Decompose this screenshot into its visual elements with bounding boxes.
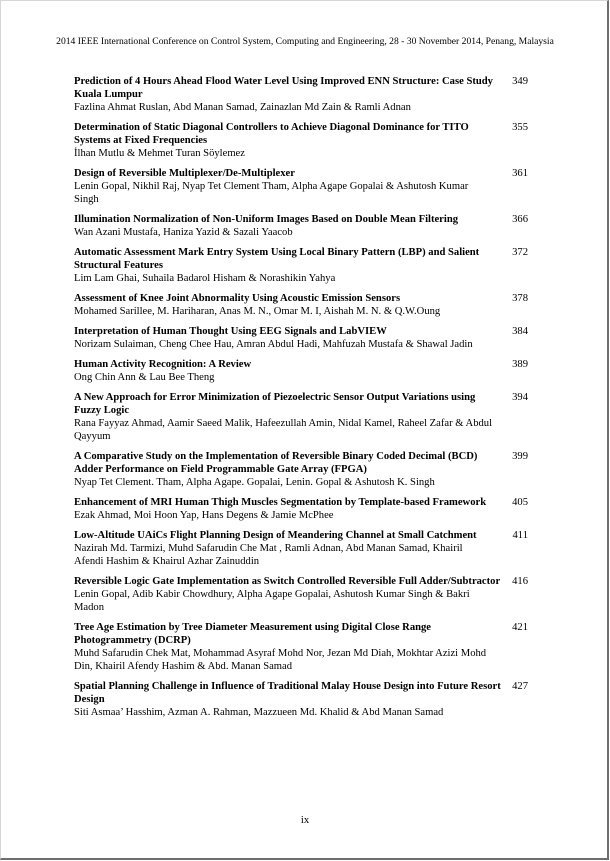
toc-entry — [74, 75, 536, 114]
entry-authors: İlhan Mutlu & Mehmet Turan Söylemez — [74, 148, 245, 159]
entry-title: Interpretation of Human Thought Using EEG Signals and LabVIEW — [74, 326, 387, 337]
entry-authors: Rana Fayyaz Ahmad, Aamir Saeed Malik, Hafeezullah Amin, Nidal Kamel, Raheel Zafar & Abdul Qayyum — [74, 418, 493, 442]
entry-page-number: 378 — [512, 293, 528, 304]
entry-authors: Wan Azani Mustafa, Haniza Yazid & Sazali Yaacob — [74, 227, 293, 238]
page-number-footer: ix — [300, 815, 310, 826]
entry-page-number: 384 — [512, 326, 528, 337]
toc-entry — [74, 450, 536, 489]
toc-entry — [74, 680, 536, 719]
toc-entry — [74, 391, 536, 443]
table-of-contents — [74, 75, 536, 726]
entry-title: Human Activity Recognition: A Review — [74, 359, 252, 370]
entry-title: Automatic Assessment Mark Entry System Using Local Binary Pattern (LBP) and Salient Structural Features — [74, 247, 480, 271]
entry-title: A Comparative Study on the Implementation of Reversible Binary Coded Decimal (BCD) Adder Performance on Field Programmable Gate Array (FPGA) — [74, 451, 478, 475]
entry-authors: Nazirah Md. Tarmizi, Muhd Safarudin Che Mat , Ramli Adnan, Abd Manan Samad, Khairil Afendi Hashim & Khairul Azhar Zainuddin — [74, 543, 463, 567]
toc-entry — [74, 529, 536, 568]
entry-title: Spatial Planning Challenge in Influence of Traditional Malay House Design into Future Resort Design — [74, 681, 501, 705]
entry-page-number: 405 — [512, 497, 528, 508]
entry-page-number: 427 — [512, 681, 528, 692]
toc-entry — [74, 121, 536, 160]
running-header: 2014 IEEE International Conference on Control System, Computing and Engineering, 28 - 30 November 2014, Penang, Malaysia — [56, 36, 554, 47]
entry-page-number: 366 — [512, 214, 528, 225]
entry-authors: Ong Chin Ann & Lau Bee Theng — [74, 372, 215, 383]
entry-page-number: 355 — [512, 122, 528, 133]
entry-title: A New Approach for Error Minimization of Piezoelectric Sensor Output Variations using Fuzzy Logic — [74, 392, 476, 416]
entry-page-number: 416 — [512, 576, 528, 587]
entry-page-number: 349 — [512, 76, 528, 87]
entry-authors: Fazlina Ahmat Ruslan, Abd Manan Samad, Zainazlan Md Zain & Ramli Adnan — [74, 102, 411, 113]
entry-authors: Muhd Safarudin Chek Mat, Mohammad Asyraf Mohd Nor, Jezan Md Diah, Mokhtar Azizi Mohd Din, Khairil Afendy Hashim & Abd. Manan Samad — [74, 648, 487, 672]
toc-entry — [74, 292, 536, 318]
entry-title: Low-Altitude UAiCs Flight Planning Design of Meandering Channel at Small Catchment — [74, 530, 477, 541]
toc-entry — [74, 167, 536, 206]
entry-page-number: 361 — [512, 168, 528, 179]
entry-title: Assessment of Knee Joint Abnormality Using Acoustic Emission Sensors — [74, 293, 401, 304]
entry-title: Design of Reversible Multiplexer/De-Multiplexer — [74, 168, 295, 179]
entry-authors: Siti Asmaa’ Hasshim, Azman A. Rahman, Mazzueen Md. Khalid & Abd Manan Samad — [74, 707, 444, 718]
entry-page-number: 372 — [512, 247, 528, 258]
entry-page-number: 399 — [512, 451, 528, 462]
entry-title: Prediction of 4 Hours Ahead Flood Water Level Using Improved ENN Structure: Case Study Kuala Lumpur — [74, 76, 493, 100]
entry-authors: Nyap Tet Clement. Tham, Alpha Agape. Gopalai, Lenin. Gopal & Ashutosh K. Singh — [74, 477, 435, 488]
toc-entry — [74, 213, 536, 239]
entry-page-number: 411 — [512, 530, 528, 541]
toc-entry — [74, 325, 536, 351]
entry-authors: Lenin Gopal, Adib Kabir Chowdhury, Alpha Agape Gopalai, Ashutosh Kumar Singh & Bakri Madon — [74, 589, 470, 613]
entry-authors: Lim Lam Ghai, Suhaila Badarol Hisham & Norashikin Yahya — [74, 273, 336, 284]
entry-title: Reversible Logic Gate Implementation as Switch Controlled Reversible Full Adder/Subtractor — [74, 576, 501, 587]
entry-title: Enhancement of MRI Human Thigh Muscles Segmentation by Template-based Framework — [74, 497, 487, 508]
toc-entry — [74, 246, 536, 285]
toc-entry — [74, 621, 536, 673]
entry-title: Tree Age Estimation by Tree Diameter Measurement using Digital Close Range Photogrammetry (DCRP) — [74, 622, 432, 646]
entry-page-number: 394 — [512, 392, 528, 403]
entry-title: Determination of Static Diagonal Controllers to Achieve Diagonal Dominance for TITO Systems at Fixed Frequencies — [74, 122, 469, 146]
entry-authors: Ezak Ahmad, Moi Hoon Yap, Hans Degens & Jamie McPhee — [74, 510, 334, 521]
entry-authors: Lenin Gopal, Nikhil Raj, Nyap Tet Clement Tham, Alpha Agape Gopalai & Ashutosh Kumar Singh — [74, 181, 469, 205]
entry-title: Illumination Normalization of Non-Uniform Images Based on Double Mean Filtering — [74, 214, 459, 225]
toc-entry — [74, 575, 536, 614]
toc-entry — [74, 496, 536, 522]
toc-entry — [74, 358, 536, 384]
entry-authors: Mohamed Sarillee, M. Hariharan, Anas M. N., Omar M. I, Aishah M. N. & Q.W.Oung — [74, 306, 441, 317]
entry-authors: Norizam Sulaiman, Cheng Chee Hau, Amran Abdul Hadi, Mahfuzah Mustafa & Shawal Jadin — [74, 339, 473, 350]
entry-page-number: 389 — [512, 359, 528, 370]
entry-page-number: 421 — [512, 622, 528, 633]
